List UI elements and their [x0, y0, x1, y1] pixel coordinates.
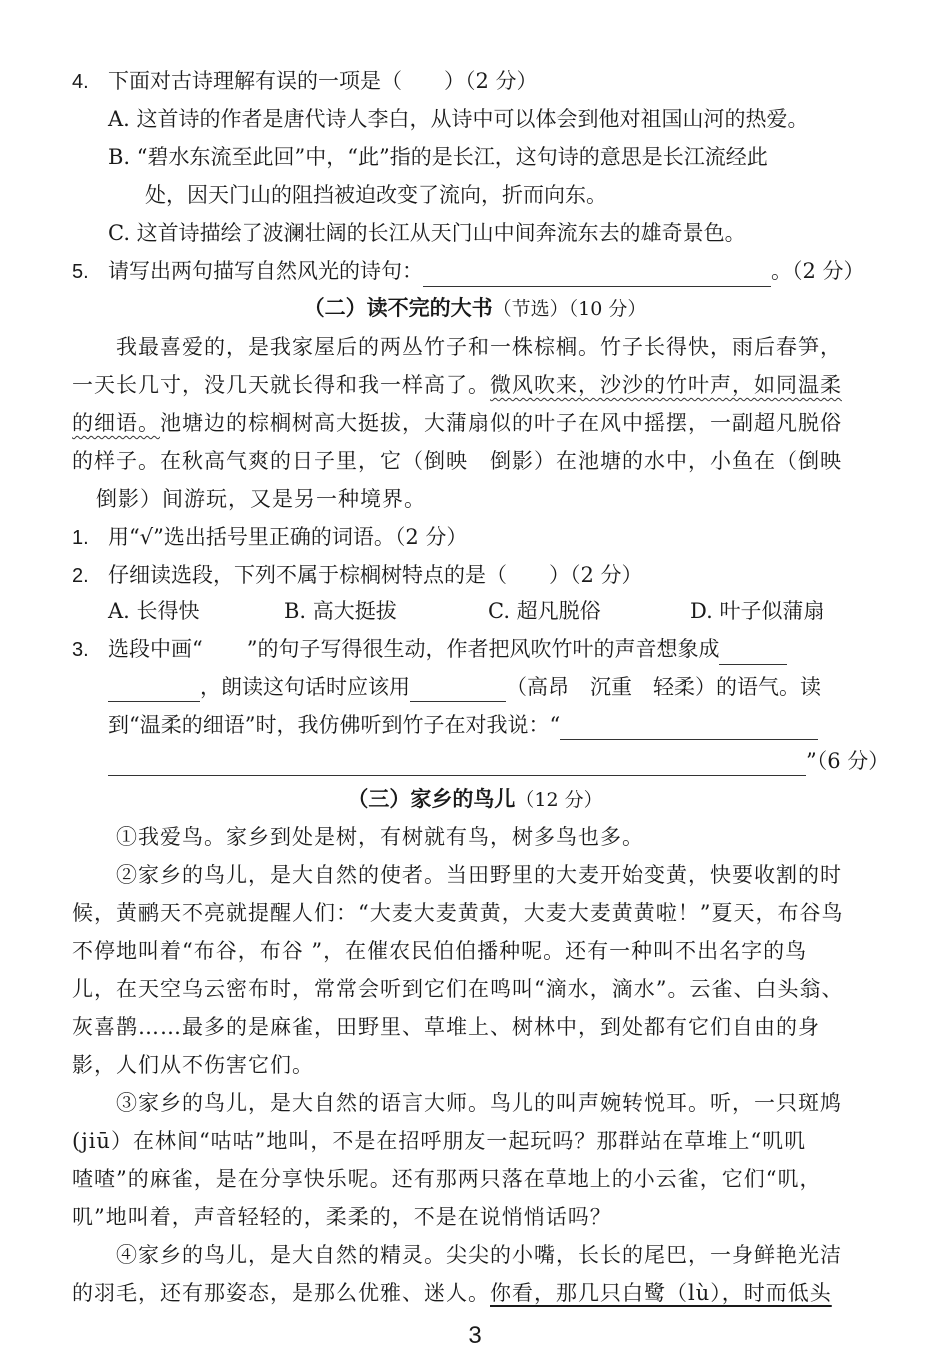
section-title	[0, 784, 950, 815]
passage-line	[72, 370, 898, 400]
question-stem: 用“√”选出括号里正确的词语。（2 分）	[108, 525, 468, 549]
page-number: 3	[468, 1322, 482, 1349]
passage-line: 不停地叫着“布谷，布谷 ”，在催农民伯伯播种呢。还有一种叫不出名字的鸟	[72, 939, 808, 963]
section-title	[0, 293, 950, 324]
score-label: ”（6 分）	[806, 749, 890, 773]
passage-line: (jiū）在林间“咕咕”地叫，不是在招呼朋友一起玩吗？那群站在草堆上“叽叽	[72, 1129, 807, 1153]
question-stem: （高昂 沉重 轻柔）的语气。读	[506, 675, 821, 699]
wavy-underlined-sentence: 的细语。	[72, 411, 160, 435]
passage-line: 我最喜爱的，是我家屋后的两丛竹子和一株棕榈。竹子长得快，雨后春笋，	[116, 335, 842, 359]
question-number: 3.	[72, 639, 89, 661]
passage-line: 的样子。在秋高气爽的日子里，它（倒映 倒影）在池塘的水中，小鱼在（倒映	[72, 449, 842, 473]
passage-line: 儿，在天空乌云密布时，常常会听到它们在鸣叫“滴水，滴水”。云雀、白头翁、	[72, 977, 844, 1001]
option-b: B. “碧水东流至此回”中，“此”指的是长江，这句诗的意思是长江流经此	[108, 145, 768, 169]
passage-line: ③家乡的鸟儿，是大自然的语言大师。鸟儿的叫声婉转悦耳。听，一只斑鸠	[116, 1091, 842, 1115]
question-stem: ，朗读这句话时应该用	[200, 675, 410, 699]
choice-d[interactable]: D. 叶子似蒲扇	[690, 599, 825, 623]
score-label: 。（2 分）	[771, 259, 865, 283]
passage-line: ①我爱鸟。家乡到处是树，有树就有鸟，树多鸟也多。	[116, 825, 644, 849]
question-stem: 仔细读选段，下列不属于棕榈树特点的是（ ）（2 分）	[108, 563, 643, 587]
question-number: 4.	[72, 71, 89, 93]
choice-b[interactable]: B. 高大挺拔	[284, 599, 397, 623]
passage-line: 叽”地叫着，声音轻轻的，柔柔的，不是在说悄悄话吗？	[72, 1205, 612, 1229]
choice-a[interactable]: A. 长得快	[108, 599, 200, 623]
passage-line	[72, 1278, 898, 1308]
answer-blank[interactable]	[719, 642, 787, 665]
answer-blank[interactable]	[423, 264, 771, 287]
passage-line: ④家乡的鸟儿，是大自然的精灵。尖尖的小嘴，长长的尾巴，一身鲜艳光洁	[116, 1243, 842, 1267]
question-number: 2.	[72, 565, 89, 587]
answer-blank[interactable]	[108, 753, 806, 776]
section-score: （10 分）	[568, 298, 647, 320]
passage-line: 影，人们从不伤害它们。	[72, 1053, 314, 1077]
answer-blank[interactable]	[410, 679, 506, 702]
question-3-line-2	[108, 672, 821, 702]
section-score: （12 分）	[515, 789, 603, 811]
question-stem: 下面对古诗理解有误的一项是（ ）（2 分）	[108, 69, 538, 93]
option-c: C. 这首诗描绘了波澜壮阔的长江从天门山中间奔流东去的雄奇景色。	[108, 221, 746, 245]
wavy-line-mark	[203, 634, 247, 664]
question-stem: 请写出两句描写自然风光的诗句：	[108, 259, 423, 283]
passage-text: 的羽毛，还有那姿态，是那么优雅、迷人。	[72, 1281, 490, 1305]
passage-text: 池塘边的棕榈树高大挺拔，大蒲扇似的叶子在风中摇摆，一副超凡脱俗	[160, 411, 842, 435]
question-stem: ”的句子写得很生动，作者把风吹竹叶的声音想象成	[246, 637, 720, 661]
passage-line: 倒影）间游玩，又是另一种境界。	[96, 487, 426, 511]
section-subtitle: （节选）	[492, 298, 569, 320]
passage-text: 一天长几寸，没几天就长得和我一样高了。	[72, 373, 490, 397]
question-stem: 到“温柔的细语”时，我仿佛听到竹子在对我说：“	[108, 713, 561, 737]
choice-c[interactable]: C. 超凡脱俗	[488, 599, 601, 623]
question-number: 1.	[72, 527, 89, 549]
question-5	[72, 256, 865, 287]
option-b-continued: 处，因天门山的阻挡被迫改变了流向，折而向东。	[145, 183, 607, 207]
question-number: 5.	[72, 261, 89, 283]
section-title-text: （三）家乡的鸟儿	[347, 787, 516, 811]
question-1	[72, 522, 467, 553]
passage-line: 灰喜鹊……最多的是麻雀，田野里、草堆上、树林中，到处都有它们自由的身	[72, 1015, 820, 1039]
passage-line: 喳喳”的麻雀，是在分享快乐呢。还有那两只落在草地上的小云雀，它们“叽，	[72, 1167, 822, 1191]
wavy-underlined-sentence: 微风吹来，沙沙的竹叶声，如同温柔	[490, 373, 842, 397]
question-2	[72, 560, 643, 591]
question-4	[72, 66, 538, 97]
answer-blank[interactable]	[560, 717, 818, 740]
passage-line: ②家乡的鸟儿，是大自然的使者。当田野里的大麦开始变黄，快要收割的时	[116, 863, 842, 887]
passage-line: 候，黄鹂天不亮就提醒人们：“大麦大麦黄黄，大麦大麦黄黄啦！”夏天，布谷鸟	[72, 901, 844, 925]
option-a: A. 这首诗的作者是唐代诗人李白，从诗中可以体会到他对祖国山河的热爱。	[108, 107, 809, 131]
question-3	[72, 634, 787, 665]
underlined-sentence: 你看，那几只白鹭（lù），时而低头	[490, 1281, 832, 1305]
question-stem: 选段中画“	[108, 637, 203, 661]
question-3-line-4	[108, 746, 889, 776]
question-3-line-3	[108, 710, 818, 740]
answer-blank[interactable]	[108, 679, 200, 702]
passage-line	[72, 408, 898, 438]
section-title-text: （二）读不完的大书	[303, 296, 493, 320]
